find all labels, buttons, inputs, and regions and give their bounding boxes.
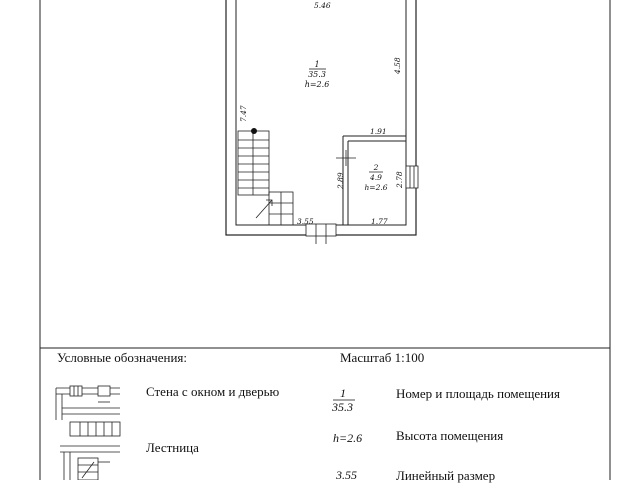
scale-label: Масштаб 1:100 xyxy=(340,350,425,365)
legend-sample-number: 1 xyxy=(340,386,346,400)
legend-room-height-label: Высота помещения xyxy=(396,428,504,443)
window-right xyxy=(406,166,418,188)
legend-title: Условные обозначения: xyxy=(57,350,188,365)
room-2-label xyxy=(364,163,387,192)
legend-room-number-label: Номер и площадь помещения xyxy=(396,386,560,401)
legend-wall-symbol xyxy=(56,386,120,420)
dim-partition-top: 1.91 xyxy=(370,127,387,136)
legend-sample-linear: 3.55 xyxy=(336,468,357,482)
dim-right: 4.58 xyxy=(393,57,402,74)
staircase xyxy=(238,131,293,225)
legend-linear-size-label: Линейный размер xyxy=(396,468,496,483)
room-1-number: 1 xyxy=(314,60,320,69)
legend-stair-symbol xyxy=(60,422,120,480)
building-outline xyxy=(226,0,416,235)
legend-wall-label: Стена с окном и дверью xyxy=(146,384,280,399)
entrance-door xyxy=(306,224,336,244)
dim-left: 7.47 xyxy=(239,105,248,122)
dim-bottom-left: 3.55 xyxy=(297,217,314,226)
stair-start-dot xyxy=(251,128,257,134)
legend-sample-height: h=2.6 xyxy=(333,431,363,445)
dim-top: 5.46 xyxy=(314,1,331,10)
dim-partition-right: 2.78 xyxy=(395,171,404,188)
dim-bottom-right: 1.77 xyxy=(371,217,388,226)
legend-stair-label: Лестница xyxy=(146,440,199,455)
room-2-height: h=2.6 xyxy=(364,183,388,192)
room-1-area: 35.3 xyxy=(308,70,326,79)
room-1-height: h=2.6 xyxy=(304,80,330,89)
room-2-area: 4.9 xyxy=(370,173,382,182)
room-1-label xyxy=(305,60,330,89)
legend-sample-area: 35.3 xyxy=(332,400,353,414)
room-2-number: 2 xyxy=(373,163,379,172)
dim-partition-left: 2.89 xyxy=(336,172,345,189)
